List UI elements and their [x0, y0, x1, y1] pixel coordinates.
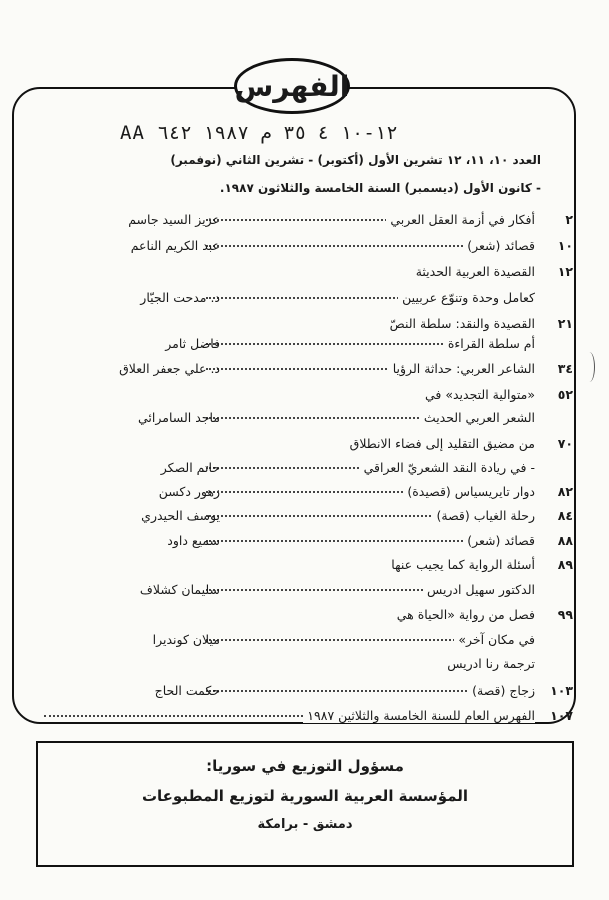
toc-page-number: ٥٢	[557, 387, 573, 402]
handwritten-note: AA ١٢-١٠ ٤ ٣٥ م ١٩٨٧ ٦٤٢	[120, 122, 398, 144]
toc-row	[0, 361, 609, 383]
toc-author: ماجد السامرائي	[138, 410, 220, 425]
toc-page-number: ٨٩	[557, 557, 573, 572]
toc-title: قصائد (شعر)	[463, 238, 535, 253]
toc-row	[0, 683, 609, 705]
toc-leader	[206, 410, 535, 432]
toc-row	[0, 607, 609, 629]
toc-title: - في ريادة النقد الشعريّ العراقي	[360, 460, 535, 475]
toc-leader	[206, 632, 535, 654]
toc-title: فصل من رواية «الحياة هي	[396, 607, 535, 622]
toc-page-number: ٢	[565, 212, 573, 227]
toc-title: الشاعر العربي: حداثة الرؤيا	[389, 361, 535, 376]
toc-title: الدكتور سهيل ادريس	[423, 582, 535, 597]
toc-row	[0, 460, 609, 482]
toc-page-number: ١٢	[557, 264, 573, 279]
issue-line-2: - كانون الأول (ديسمبر) السنة الخامسة والثلاثون ١٩٨٧.	[219, 181, 541, 195]
toc-title: أفكار في أزمة العقل العربي	[386, 212, 535, 227]
toc-row	[0, 533, 609, 555]
toc-author: د. علي جعفر العلاق	[119, 361, 220, 376]
toc-page-number: ٨٢	[557, 484, 573, 499]
toc-row	[0, 582, 609, 604]
toc-author: سليمان كشلاف	[139, 582, 220, 597]
distributor-address: دمشق - برامكة	[257, 817, 353, 832]
toc-page-number: ١٠٧	[550, 708, 573, 723]
toc-page-number: ١٠	[557, 238, 573, 253]
toc-row	[0, 436, 609, 458]
toc-title: ترجمة رنا ادريس	[447, 656, 535, 671]
toc-leader	[206, 508, 535, 530]
toc-row	[0, 484, 609, 506]
toc-row	[0, 264, 609, 286]
toc-leader	[206, 484, 535, 506]
toc-row	[0, 316, 609, 338]
toc-author: زهور دكسن	[158, 484, 220, 499]
toc-page-number: ٣٤	[557, 361, 573, 376]
toc-author: حاتم الصكر	[160, 460, 220, 475]
toc-author: عزيز السيد جاسم	[128, 212, 220, 227]
toc-row	[0, 410, 609, 432]
toc-author: د. مدحت الجيّار	[140, 290, 220, 305]
toc-title: رحلة الغياب (قصة)	[433, 508, 535, 523]
toc-author: يوسف الحيدري	[141, 508, 220, 523]
toc-row	[0, 632, 609, 654]
toc-author: فاضل ثامر	[165, 336, 220, 351]
toc-title: أم سلطة القراءة	[444, 336, 535, 351]
toc-title: الفهرس العام للسنة الخامسة والثلاثين ١٩٨٧	[303, 708, 535, 723]
toc-title: الشعر العربي الحديث	[420, 410, 535, 425]
toc-title: من مضيق التقليد إلى فضاء الانطلاق	[349, 436, 535, 451]
toc-row	[0, 212, 609, 234]
toc-row	[0, 557, 609, 579]
toc-page-number: ٩٩	[557, 607, 573, 622]
toc-title: «متوالية التجديد» في	[424, 387, 535, 402]
toc-leader	[206, 683, 535, 705]
toc-row	[0, 508, 609, 530]
toc-title: القصيدة العربية الحديثة	[415, 264, 535, 279]
index-title: الفهرس	[234, 58, 350, 114]
toc-row	[0, 387, 609, 409]
toc-row	[0, 708, 609, 730]
toc-page-number: ٨٨	[557, 533, 573, 548]
toc-leader	[206, 212, 535, 234]
distribution-heading: مسؤول التوزيع في سوريا:	[206, 757, 404, 775]
toc-row	[0, 238, 609, 260]
toc-page-number: ٧٠	[557, 436, 573, 451]
toc-leader	[206, 336, 535, 358]
toc-page-number: ١٠٣	[550, 683, 573, 698]
toc-author: عبد الكريم الناعم	[130, 238, 220, 253]
toc-leader	[206, 361, 535, 383]
toc-page-number: ٢١	[557, 316, 573, 331]
toc-row	[0, 656, 609, 678]
margin-mark	[584, 352, 595, 382]
distributor-name: المؤسسة العربية السورية لتوزيع المطبوعات	[141, 787, 469, 805]
toc-title: قصائد (شعر)	[463, 533, 535, 548]
toc-title: زجاج (قصة)	[468, 683, 535, 698]
toc-title: أسئلة الرواية كما يجيب عنها	[391, 557, 535, 572]
toc-page-number: ٨٤	[557, 508, 573, 523]
toc-leader	[206, 460, 535, 482]
toc-leader	[206, 238, 535, 260]
toc-author: سميع داود	[167, 533, 220, 548]
toc-title: القصيدة والنقد: سلطة النصّ	[389, 316, 535, 331]
issue-line-1: العدد ١٠، ١١، ١٢ تشرين الأول (أكتوبر) - تشرين الثاني (نوفمبر)	[170, 153, 541, 167]
toc-leader	[44, 708, 535, 730]
toc-leader	[206, 582, 535, 604]
toc-row	[0, 336, 609, 358]
distribution-box	[36, 741, 574, 867]
toc-leader	[206, 290, 535, 312]
toc-author: ميلان كونديرا	[152, 632, 220, 647]
toc-row	[0, 290, 609, 312]
toc-leader	[206, 533, 535, 555]
toc-title: دوار تايريسياس (قصيدة)	[403, 484, 535, 499]
toc-title: كعامل وحدة وتنوّع عربيين	[398, 290, 535, 305]
toc-author: حكمت الحاج	[154, 683, 220, 698]
toc-title: في مكان آخر»	[454, 632, 535, 647]
